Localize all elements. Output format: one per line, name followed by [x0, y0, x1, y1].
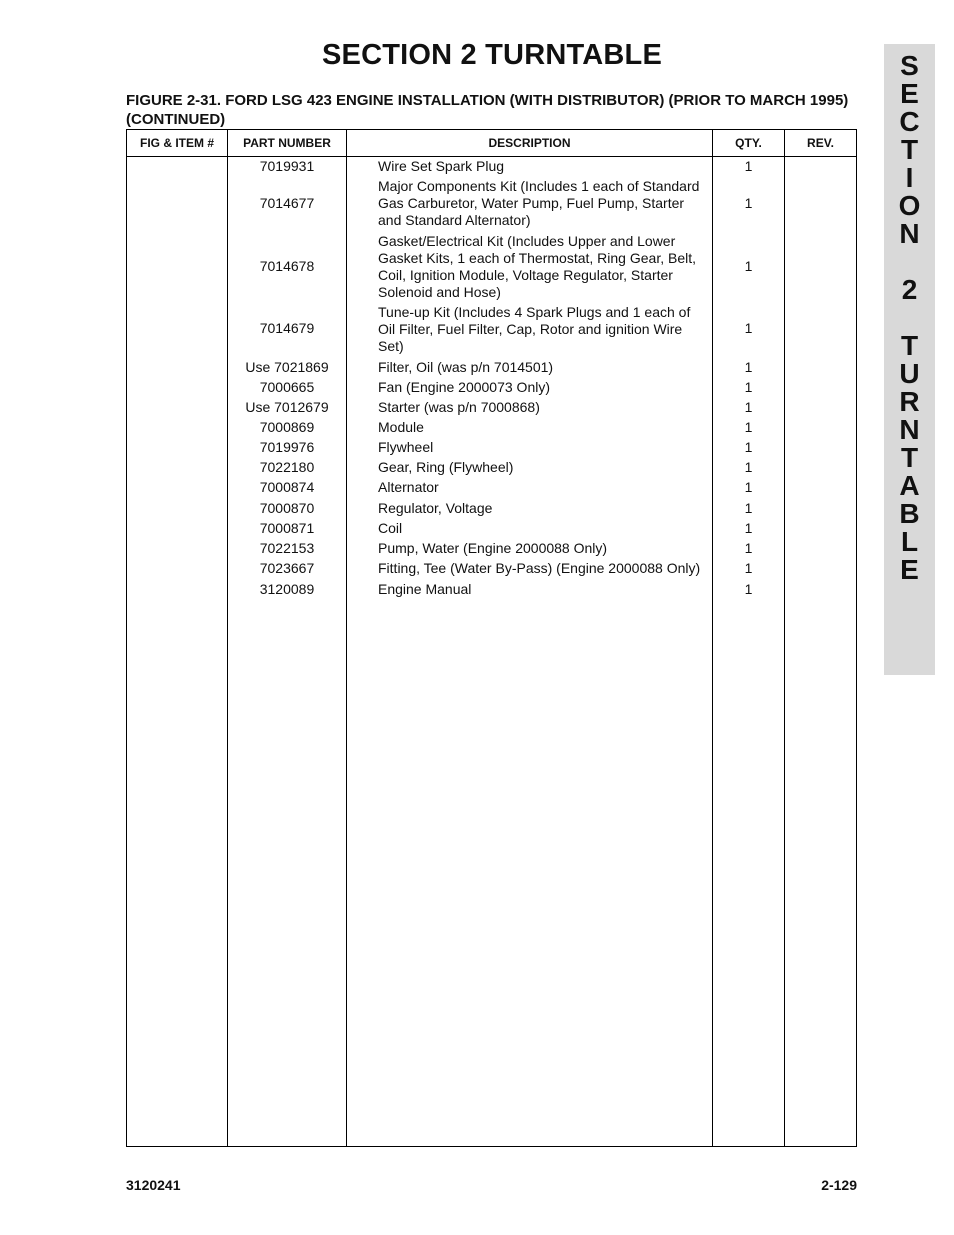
- description: Starter (was p/n 7000868): [378, 399, 540, 415]
- quantity: 1: [744, 500, 753, 516]
- side-tab-letter: T: [900, 330, 919, 361]
- description: Major Components Kit (Includes 1 each of Standard Gas Carburetor, Water Pump, Fuel Pump, Starter and Standard Alternator): [378, 178, 700, 228]
- part-number: 7014679: [259, 320, 315, 336]
- section-side-tab: [884, 44, 935, 675]
- side-tab-letter: R: [899, 386, 920, 417]
- table-row: [127, 478, 856, 498]
- page-number: 2-129: [821, 1177, 857, 1193]
- column-header-description: DESCRIPTION: [488, 136, 571, 150]
- table-row: [127, 559, 856, 579]
- side-tab-letter: T: [900, 134, 919, 165]
- description: Wire Set Spark Plug: [378, 158, 505, 174]
- side-tab-letter: N: [899, 414, 920, 445]
- side-tab-letter: E: [900, 78, 919, 109]
- quantity: 1: [744, 439, 753, 455]
- table-row: [127, 157, 856, 177]
- quantity: 1: [744, 399, 753, 415]
- part-number: 7000874: [259, 479, 315, 495]
- description: Regulator, Voltage: [378, 500, 493, 516]
- side-tab-letter: N: [899, 218, 920, 249]
- quantity: 1: [744, 459, 753, 475]
- part-number: 7019976: [259, 439, 315, 455]
- description: Tune-up Kit (Includes 4 Spark Plugs and 1 each of Oil Filter, Fuel Filter, Cap, Rotor and ignition Wire Set): [378, 304, 691, 354]
- part-number: 7014678: [259, 258, 315, 274]
- side-tab-letter: A: [899, 470, 920, 501]
- description: Coil: [378, 520, 403, 536]
- quantity: 1: [744, 419, 753, 435]
- side-tab-letter: L: [900, 526, 919, 557]
- part-number: 7000869: [259, 419, 315, 435]
- description: Fitting, Tee (Water By-Pass) (Engine 2000088 Only): [378, 560, 701, 576]
- part-number: 7023667: [259, 560, 315, 576]
- quantity: 1: [744, 560, 753, 576]
- part-number: 7000870: [259, 500, 315, 516]
- document-number: 3120241: [126, 1177, 181, 1193]
- quantity: 1: [744, 520, 753, 536]
- table-row: [127, 438, 856, 458]
- description: Engine Manual: [378, 581, 472, 597]
- column-header-qty: QTY.: [735, 136, 762, 150]
- table-row: [127, 418, 856, 438]
- quantity: 1: [744, 359, 753, 375]
- side-tab-letter: 2: [901, 274, 918, 305]
- section-title: SECTION 2 TURNTABLE: [322, 39, 662, 71]
- table-row: [127, 499, 856, 519]
- part-number: 7022180: [259, 459, 315, 475]
- table-row: [127, 177, 856, 232]
- description: Gasket/Electrical Kit (Includes Upper and Lower Gasket Kits, 1 each of Thermostat, Ring Gear, Belt, Coil, Ignition Module, Voltage Regulator, Starter Solenoid and Hose): [378, 233, 697, 300]
- column-header-part-number: PART NUMBER: [243, 136, 331, 150]
- part-number: 7000871: [259, 520, 315, 536]
- part-number: 7014677: [259, 195, 315, 211]
- part-number: 3120089: [259, 581, 315, 597]
- quantity: 1: [744, 258, 753, 274]
- parts-table: [126, 129, 857, 1147]
- part-number: 7019931: [259, 158, 315, 174]
- table-row: [127, 378, 856, 398]
- quantity: 1: [744, 195, 753, 211]
- column-header-fig-item: FIG & ITEM #: [139, 136, 214, 150]
- description: Fan (Engine 2000073 Only): [378, 379, 550, 395]
- quantity: 1: [744, 158, 753, 174]
- description: Pump, Water (Engine 2000088 Only): [378, 540, 608, 556]
- side-tab-letter: S: [900, 50, 919, 81]
- table-row: [127, 398, 856, 418]
- part-number: Use 7021869: [245, 359, 329, 375]
- figure-title: FIGURE 2-31. FORD LSG 423 ENGINE INSTALLATION (WITH DISTRIBUTOR) (PRIOR TO MARCH 1995) (CONTINUED): [126, 92, 849, 128]
- description: Alternator: [378, 479, 439, 495]
- description: Flywheel: [378, 439, 434, 455]
- side-tab-letter: U: [899, 358, 920, 389]
- quantity: 1: [744, 479, 753, 495]
- quantity: 1: [744, 320, 753, 336]
- table-row: [127, 539, 856, 559]
- table-row: [127, 303, 856, 358]
- table-row: [127, 358, 856, 378]
- description: Module: [378, 419, 424, 435]
- quantity: 1: [744, 581, 753, 597]
- table-row: [127, 519, 856, 539]
- side-tab-letter: I: [905, 162, 914, 193]
- table-row: [127, 232, 856, 303]
- side-tab-letter: T: [900, 442, 919, 473]
- quantity: 1: [744, 540, 753, 556]
- description: Filter, Oil (was p/n 7014501): [378, 359, 554, 375]
- quantity: 1: [744, 379, 753, 395]
- table-row: [127, 580, 856, 600]
- part-number: Use 7012679: [245, 399, 329, 415]
- description: Gear, Ring (Flywheel): [378, 459, 514, 475]
- side-tab-letter: O: [898, 190, 921, 221]
- part-number: 7000665: [259, 379, 315, 395]
- column-header-rev: REV.: [807, 136, 834, 150]
- side-tab-letter: C: [899, 106, 920, 137]
- side-tab-letter: E: [900, 554, 919, 585]
- table-row: [127, 458, 856, 478]
- part-number: 7022153: [259, 540, 315, 556]
- side-tab-letter: B: [899, 498, 920, 529]
